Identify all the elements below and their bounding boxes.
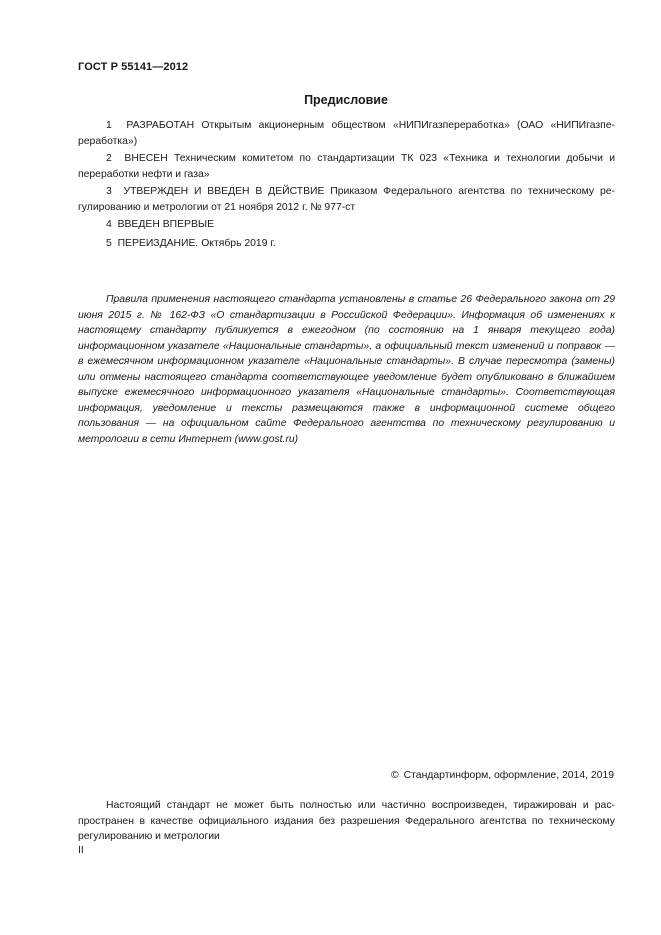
preface-item-2 [78,151,615,182]
item-text: УТВЕРЖДЕН И ВВЕДЕН В ДЕЙСТВИЕ Приказом Федерального агентства по техническому регулированию и метрологии от 21 ноября 2012 г. № 977-ст [78,186,615,213]
document-code: ГОСТ Р 55141—2012 [78,61,189,73]
item-text: ПЕРЕИЗДАНИЕ. Октябрь 2019 г. [117,238,276,249]
copyright-icon: © [390,770,399,781]
copyright-line [78,770,614,781]
copyright-text: Стандартинформ, оформление, 2014, 2019 [403,770,614,781]
page-title: Предисловие [304,93,388,107]
item-number: 1 [106,120,112,131]
preface-item-3 [78,184,615,215]
item-number: 4 [106,219,112,230]
item-text: ВВЕДЕН ВПЕРВЫЕ [117,219,215,230]
item-number: 2 [106,153,112,164]
standard-usage-note [78,292,615,447]
item-number: 5 [106,238,112,249]
item-text: РАЗРАБОТАН Открытым акционерным обществом «НИПИгазпереработка» (ОАО «НИПИгазпереработка») [78,120,615,147]
preface-item-4 [78,217,615,233]
notice-text: Настоящий стандарт не может быть полностью или частично воспроизведен, тиражирован и распространен в качестве официального издания без разрешения Федерального агентства по техническому регулированию и метрологии [78,800,615,842]
page-number: II [78,845,84,856]
item-text: ВНЕСЕН Техническим комитетом по стандартизации ТК 023 «Техника и технологии добычи и переработки нефти и газа» [78,153,616,180]
note-text: Правила применения настоящего стандарта установлены в статье 26 Федерального закона от 29 июня 2015 г. № 162-ФЗ «О стандартизации в Российской Федерации». Информация об изменениях к настоящему стандарту публикуется в ежегодном (по состоянию на 1 января текущего года) информационном указателе «Национальные стандарты», а официальный текст изменений и поправок — в ежемесячном информационном указателе «Национальные стандарты». В случае пересмотра (замены) или отмены настоящего стандарта соответствующее уведомление будет опубликовано в ближайшем выпуске ежемесячного информационного указателя «Национальные стандарты». Соответствующая информация, уведомление и тексты размещаются также в информационной системе общего пользования — на официальном сайте Федерального агентства по техническому регулированию и метрологии в сети Интернет (www.gost.ru) [78,294,615,445]
preface-item-5 [78,236,615,252]
preface-item-1 [78,118,615,149]
reproduction-notice [78,798,615,845]
item-number: 3 [106,186,112,197]
